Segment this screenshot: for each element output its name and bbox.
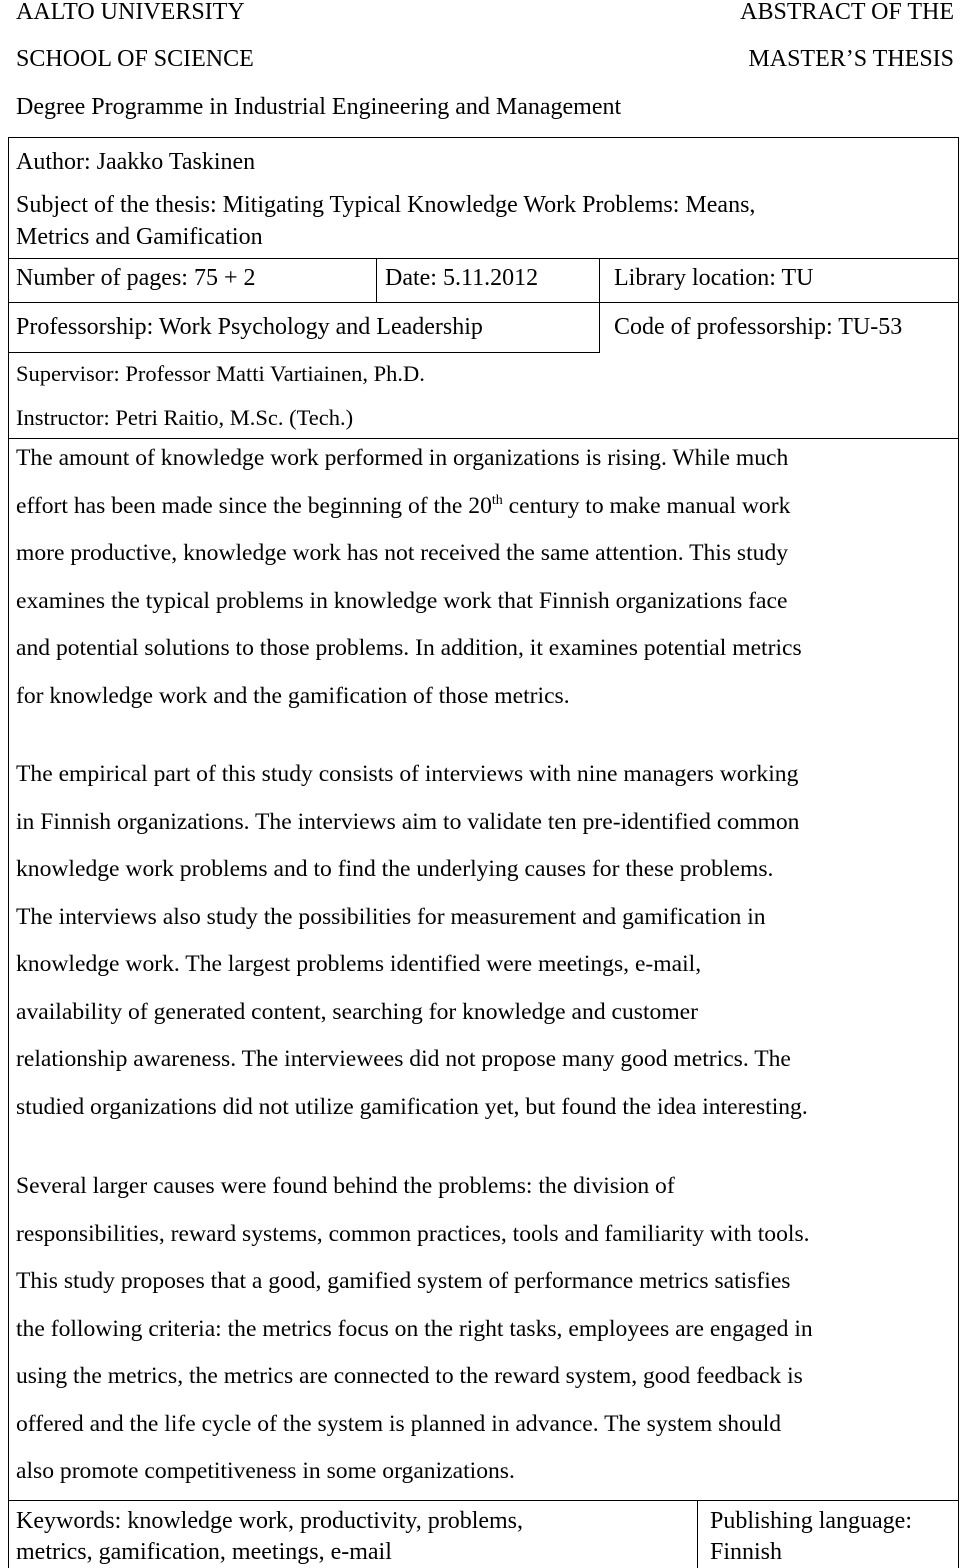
row-divider-keywords [8,1500,959,1501]
table-right-border [958,137,959,1568]
table-top-border [8,137,959,138]
abstract-line: responsibilities, reward systems, common practices, tools and familiarity with tools. [16,1220,810,1247]
abstract-line: The empirical part of this study consists of interviews with nine managers working [16,761,799,787]
abstract-line: effort has been made since the beginning of the 20th century to make manual work [16,492,791,519]
school-name: SCHOOL OF SCIENCE [16,46,254,72]
ordinal-suffix: th [491,492,503,508]
supervisor: Supervisor: Professor Matti Vartiainen, Ph.D. [16,361,425,386]
date-cell-divider [376,258,377,302]
abstract-line: knowledge work problems and to find the underlying causes for these problems. [16,856,774,882]
library-location: Library location: TU [614,265,814,291]
abstract-line: examines the typical problems in knowledge work that Finnish organizations face [16,587,788,614]
abstract-line: This study proposes that a good, gamified system of performance metrics satisfies [16,1268,791,1294]
abstract-line: the following criteria: the metrics focus on the right tasks, employees are engaged in [16,1315,813,1342]
doc-type-line2: MASTER’S THESIS [748,46,954,72]
abstract-line: availability of generated content, searching for knowledge and customer [16,998,698,1025]
abstract-line: Several larger causes were found behind the problems: the division of [16,1173,675,1199]
row-divider-pages [8,258,959,259]
abstract-line: relationship awareness. The interviewees did not propose many good metrics. The [16,1046,791,1072]
table-left-border [8,137,9,1568]
row-divider-professorship [8,302,959,303]
author: Author: Jaakko Taskinen [16,149,256,175]
abstract-line: studied organizations did not utilize gamification yet, but found the idea interesting. [16,1093,808,1120]
abstract-paragraph-3 [16,1163,946,1496]
degree-programme: Degree Programme in Industrial Engineering and Management [16,94,622,120]
abstract-paragraph-1 [16,435,946,720]
abstract-line: knowledge work. The largest problems identified were meetings, e-mail, [16,951,702,977]
abstract-line: in Finnish organizations. The interviews aim to validate ten pre-identified common [16,808,800,835]
row-divider-supervisor [8,352,600,353]
abstract-line: more productive, knowledge work has not received the same attention. This study [16,540,789,566]
abstract-line: using the metrics, the metrics are connected to the reward system, good feedback is [16,1363,803,1389]
publishing-language-value: Finnish [710,1539,783,1565]
number-of-pages: Number of pages: 75 + 2 [16,265,256,291]
publishing-language-label: Publishing language: [710,1508,912,1534]
abstract-line: The interviews also study the possibilities for measurement and gamification in [16,903,766,930]
abstract-line: and potential solutions to those problems. In addition, it examines potential metrics [16,635,802,661]
keywords-line2: metrics, gamification, meetings, e-mail [16,1539,392,1565]
abstract-line: also promote competitiveness in some organizations. [16,1458,515,1484]
abstract-line: for knowledge work and the gamification of those metrics. [16,682,570,709]
professorship-code: Code of professorship: TU-53 [614,314,903,340]
thesis-subject-line2: Metrics and Gamification [16,224,263,250]
instructor: Instructor: Petri Raitio, M.Sc. (Tech.) [16,405,354,430]
professorship: Professorship: Work Psychology and Leadership [16,314,483,340]
abstract-paragraph-2 [16,751,946,1131]
abstract-line: offered and the life cycle of the system is planned in advance. The system should [16,1410,782,1437]
abstract-line: The amount of knowledge work performed in organizations is rising. While much [16,445,789,471]
university-name: AALTO UNIVERSITY [16,0,245,25]
doc-type-line1: ABSTRACT OF THE [740,0,954,25]
thesis-date: Date: 5.11.2012 [385,265,539,291]
keywords-line1: Keywords: knowledge work, productivity, problems, [16,1508,524,1534]
library-cell-divider [599,258,600,352]
thesis-subject-line1: Subject of the thesis: Mitigating Typical Knowledge Work Problems: Means, [16,192,756,218]
language-cell-divider [697,1500,698,1568]
